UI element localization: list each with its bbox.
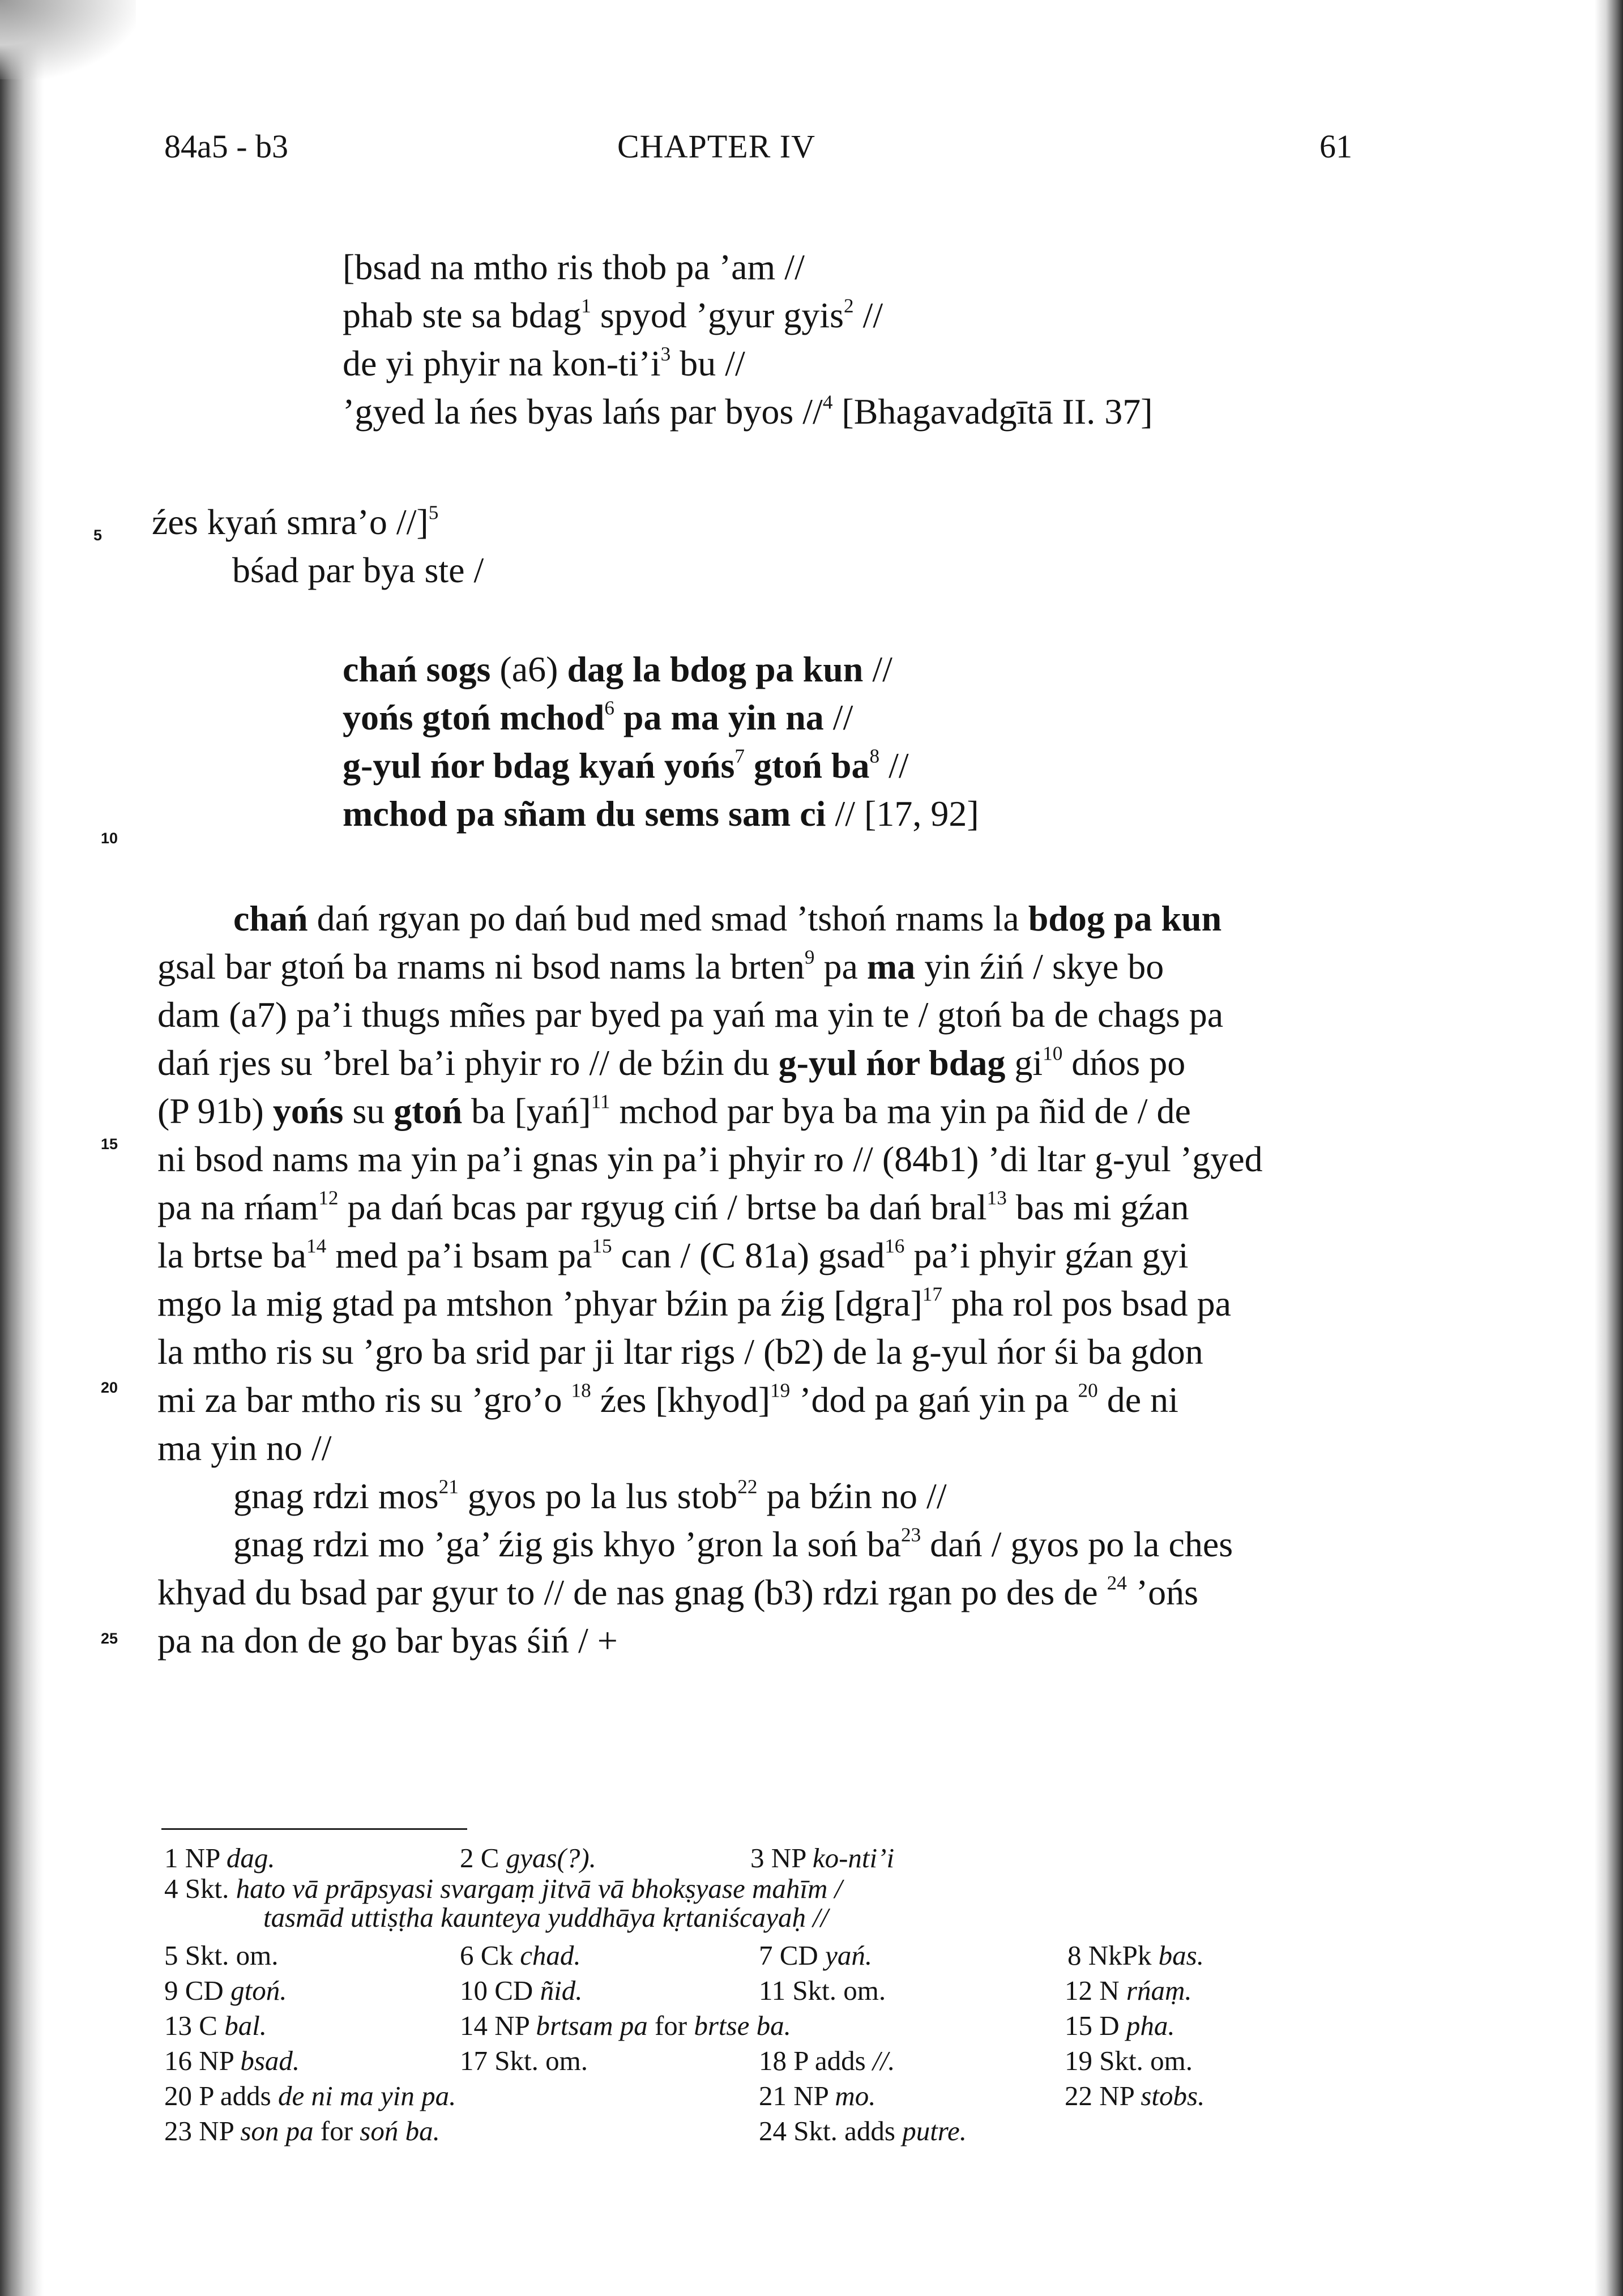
footnote: 18 P adds //. bbox=[759, 2045, 895, 2076]
footnote: 11 Skt. om. bbox=[759, 1975, 886, 2006]
commentary-line: pa na don de go bar byas śiń / + bbox=[157, 1620, 618, 1661]
commentary-line: dań rjes su ’brel ba’i phyir ro // de bźin du g-yul ńor bdag $gi^{10}$ dńos po bbox=[157, 1042, 1186, 1083]
commentary-line: gnag rdzi mo ’ga’ źig gis khyo ’gron la soń $ba^{23}$ dań / gyos po la ches bbox=[233, 1523, 1233, 1564]
footnote: 15 D pha. bbox=[1065, 2010, 1175, 2041]
commentary-line: chań dań rgyan po dań bud med smad ’tshoń rnams la bdog pa kun bbox=[233, 898, 1222, 938]
footnote: 22 NP stobs. bbox=[1065, 2080, 1205, 2111]
page-edge-shadow-right bbox=[1595, 0, 1623, 2296]
line-number-10: 10 bbox=[101, 830, 118, 847]
commentary-line: gsal bar gtoń ba rnams ni bsod nams la brten$^9$ pa ma yin źiń / skye bo bbox=[157, 946, 1164, 987]
verse-quote-line: ’gyed la ńes byas lańs par byos //$^4$ [Bhagavadgītā II. 37] bbox=[343, 391, 1153, 432]
footnote: 4 Skt. hato vā prāpsyasi svargaṃ jitvā vā bhokṣyase mahīm / bbox=[164, 1873, 843, 1904]
commentary-line: mi za bar mtho ris su ’gro’o $^{18}$ źes [khyod]$^{19}$ ’dod pa gań yin pa $^{20}$ de ni bbox=[157, 1379, 1178, 1420]
verse-quote-line: phab ste sa bdag$^1$ spyod ’gyur gyis$^2$ // bbox=[343, 295, 883, 335]
page-edge-shadow-left bbox=[0, 0, 44, 2296]
footnote: 9 CD gtoń. bbox=[164, 1975, 287, 2006]
verse-quote-line: [bsad na mtho ris thob pa ’am // bbox=[343, 247, 805, 287]
footnote: 10 CD ñid. bbox=[460, 1975, 583, 2006]
commentary-line: gnag rdzi mos$^{21}$ gyos po la lus stob$^{22}$ pa bźin no // bbox=[233, 1475, 947, 1516]
commentary-line: la brtse $ba^{14}$ med pa’i bsam $pa^{15}$ can / (C 81a) gsad$^{16}$ pa’i phyir gźan gyi bbox=[157, 1235, 1189, 1275]
root-verse-line: chań sogs (a6) dag la bdog pa kun // bbox=[343, 649, 892, 689]
verse-quote-line: de yi phyir na kon-$ti’i^3$ bu // bbox=[343, 343, 745, 383]
footnote: 3 NP ko-nti’i bbox=[750, 1842, 895, 1873]
footnote-rule bbox=[161, 1828, 467, 1830]
footnote: 20 P adds de ni ma yin pa. bbox=[164, 2080, 456, 2111]
footnote: 12 N rńaṃ. bbox=[1065, 1975, 1192, 2006]
footnote: 19 Skt. om. bbox=[1065, 2045, 1193, 2076]
footnote: 13 C bal. bbox=[164, 2010, 267, 2041]
text-line: źes kyań smra’o //]$^5$ bbox=[152, 501, 439, 542]
footnote: 14 NP brtsam pa for brtse ba. bbox=[460, 2010, 791, 2041]
commentary-line: la mtho ris su ’gro ba srid par ji ltar rigs / (b2) de la g-yul ńor śi ba gdon bbox=[157, 1331, 1203, 1372]
line-number-20: 20 bbox=[101, 1379, 118, 1396]
footnote: 21 NP mo. bbox=[759, 2080, 876, 2111]
footnote: 7 CD yań. bbox=[759, 1940, 873, 1971]
line-number-25: 25 bbox=[101, 1630, 118, 1647]
footnote: 16 NP bsad. bbox=[164, 2045, 300, 2076]
commentary-line: dam (a7) pa’i thugs mñes par byed pa yań ma yin te / gtoń ba de chags pa bbox=[157, 995, 1224, 1035]
footnote: 24 Skt. adds putre. bbox=[759, 2115, 967, 2146]
line-number-5: 5 bbox=[93, 527, 102, 544]
root-verse-line: yońs gtoń mchod$^6$ pa ma yin na // bbox=[343, 697, 853, 737]
header-chapter-title: CHAPTER IV bbox=[617, 128, 815, 165]
commentary-line: pa na rńam$^{12}$ pa dań bcas par rgyug ciń / brtse ba dań bral$^{13}$ bas mi gźan bbox=[157, 1187, 1189, 1227]
header-folio-range: 84a5 - b3 bbox=[164, 128, 289, 165]
page-corner-shadow bbox=[0, 0, 136, 79]
footnote: 2 C gyas(?). bbox=[460, 1842, 596, 1873]
footnote: 17 Skt. om. bbox=[460, 2045, 588, 2076]
footnote: 8 NkPk bas. bbox=[1067, 1940, 1204, 1971]
commentary-line: mgo la mig gtad pa mtshon ’phyar bźin pa źig [dgra]$^{17}$ pha rol pos bsad pa bbox=[157, 1283, 1232, 1324]
footnote: 5 Skt. om. bbox=[164, 1940, 279, 1971]
line-number-15: 15 bbox=[101, 1136, 118, 1153]
commentary-line: khyad du bsad par gyur to // de nas gnag (b3) rdzi rgan po des de $^{24}$ ’ońs bbox=[157, 1572, 1199, 1612]
commentary-line: ni bsod nams ma yin pa’i gnas yin pa’i phyir ro // (84b1) ’di ltar g-yul ’gyed bbox=[157, 1139, 1263, 1179]
footnote: 1 NP dag. bbox=[164, 1842, 275, 1873]
commentary-line: (P 91b) yońs su gtoń ba [yań]$^{11}$ mchod par bya ba ma yin pa ñid de / de bbox=[157, 1090, 1191, 1131]
root-verse-line: mchod pa sñam du sems sam ci // [17, 92] bbox=[343, 793, 979, 834]
header-page-number: 61 bbox=[1319, 128, 1352, 165]
footnote: 6 Ck chad. bbox=[460, 1940, 581, 1971]
footnote: 23 NP son pa for soń ba. bbox=[164, 2115, 440, 2146]
footnote-continuation: tasmād uttiṣṭha kaunteya yuddhāya kṛtaniścayaḥ // bbox=[263, 1902, 828, 1933]
commentary-line: ma yin no // bbox=[157, 1428, 332, 1468]
text-line: bśad par bya ste / bbox=[232, 550, 484, 590]
root-verse-line: g-yul ńor bdag kyań yońs$^7$ gtoń $ba^8$ // bbox=[343, 745, 909, 786]
